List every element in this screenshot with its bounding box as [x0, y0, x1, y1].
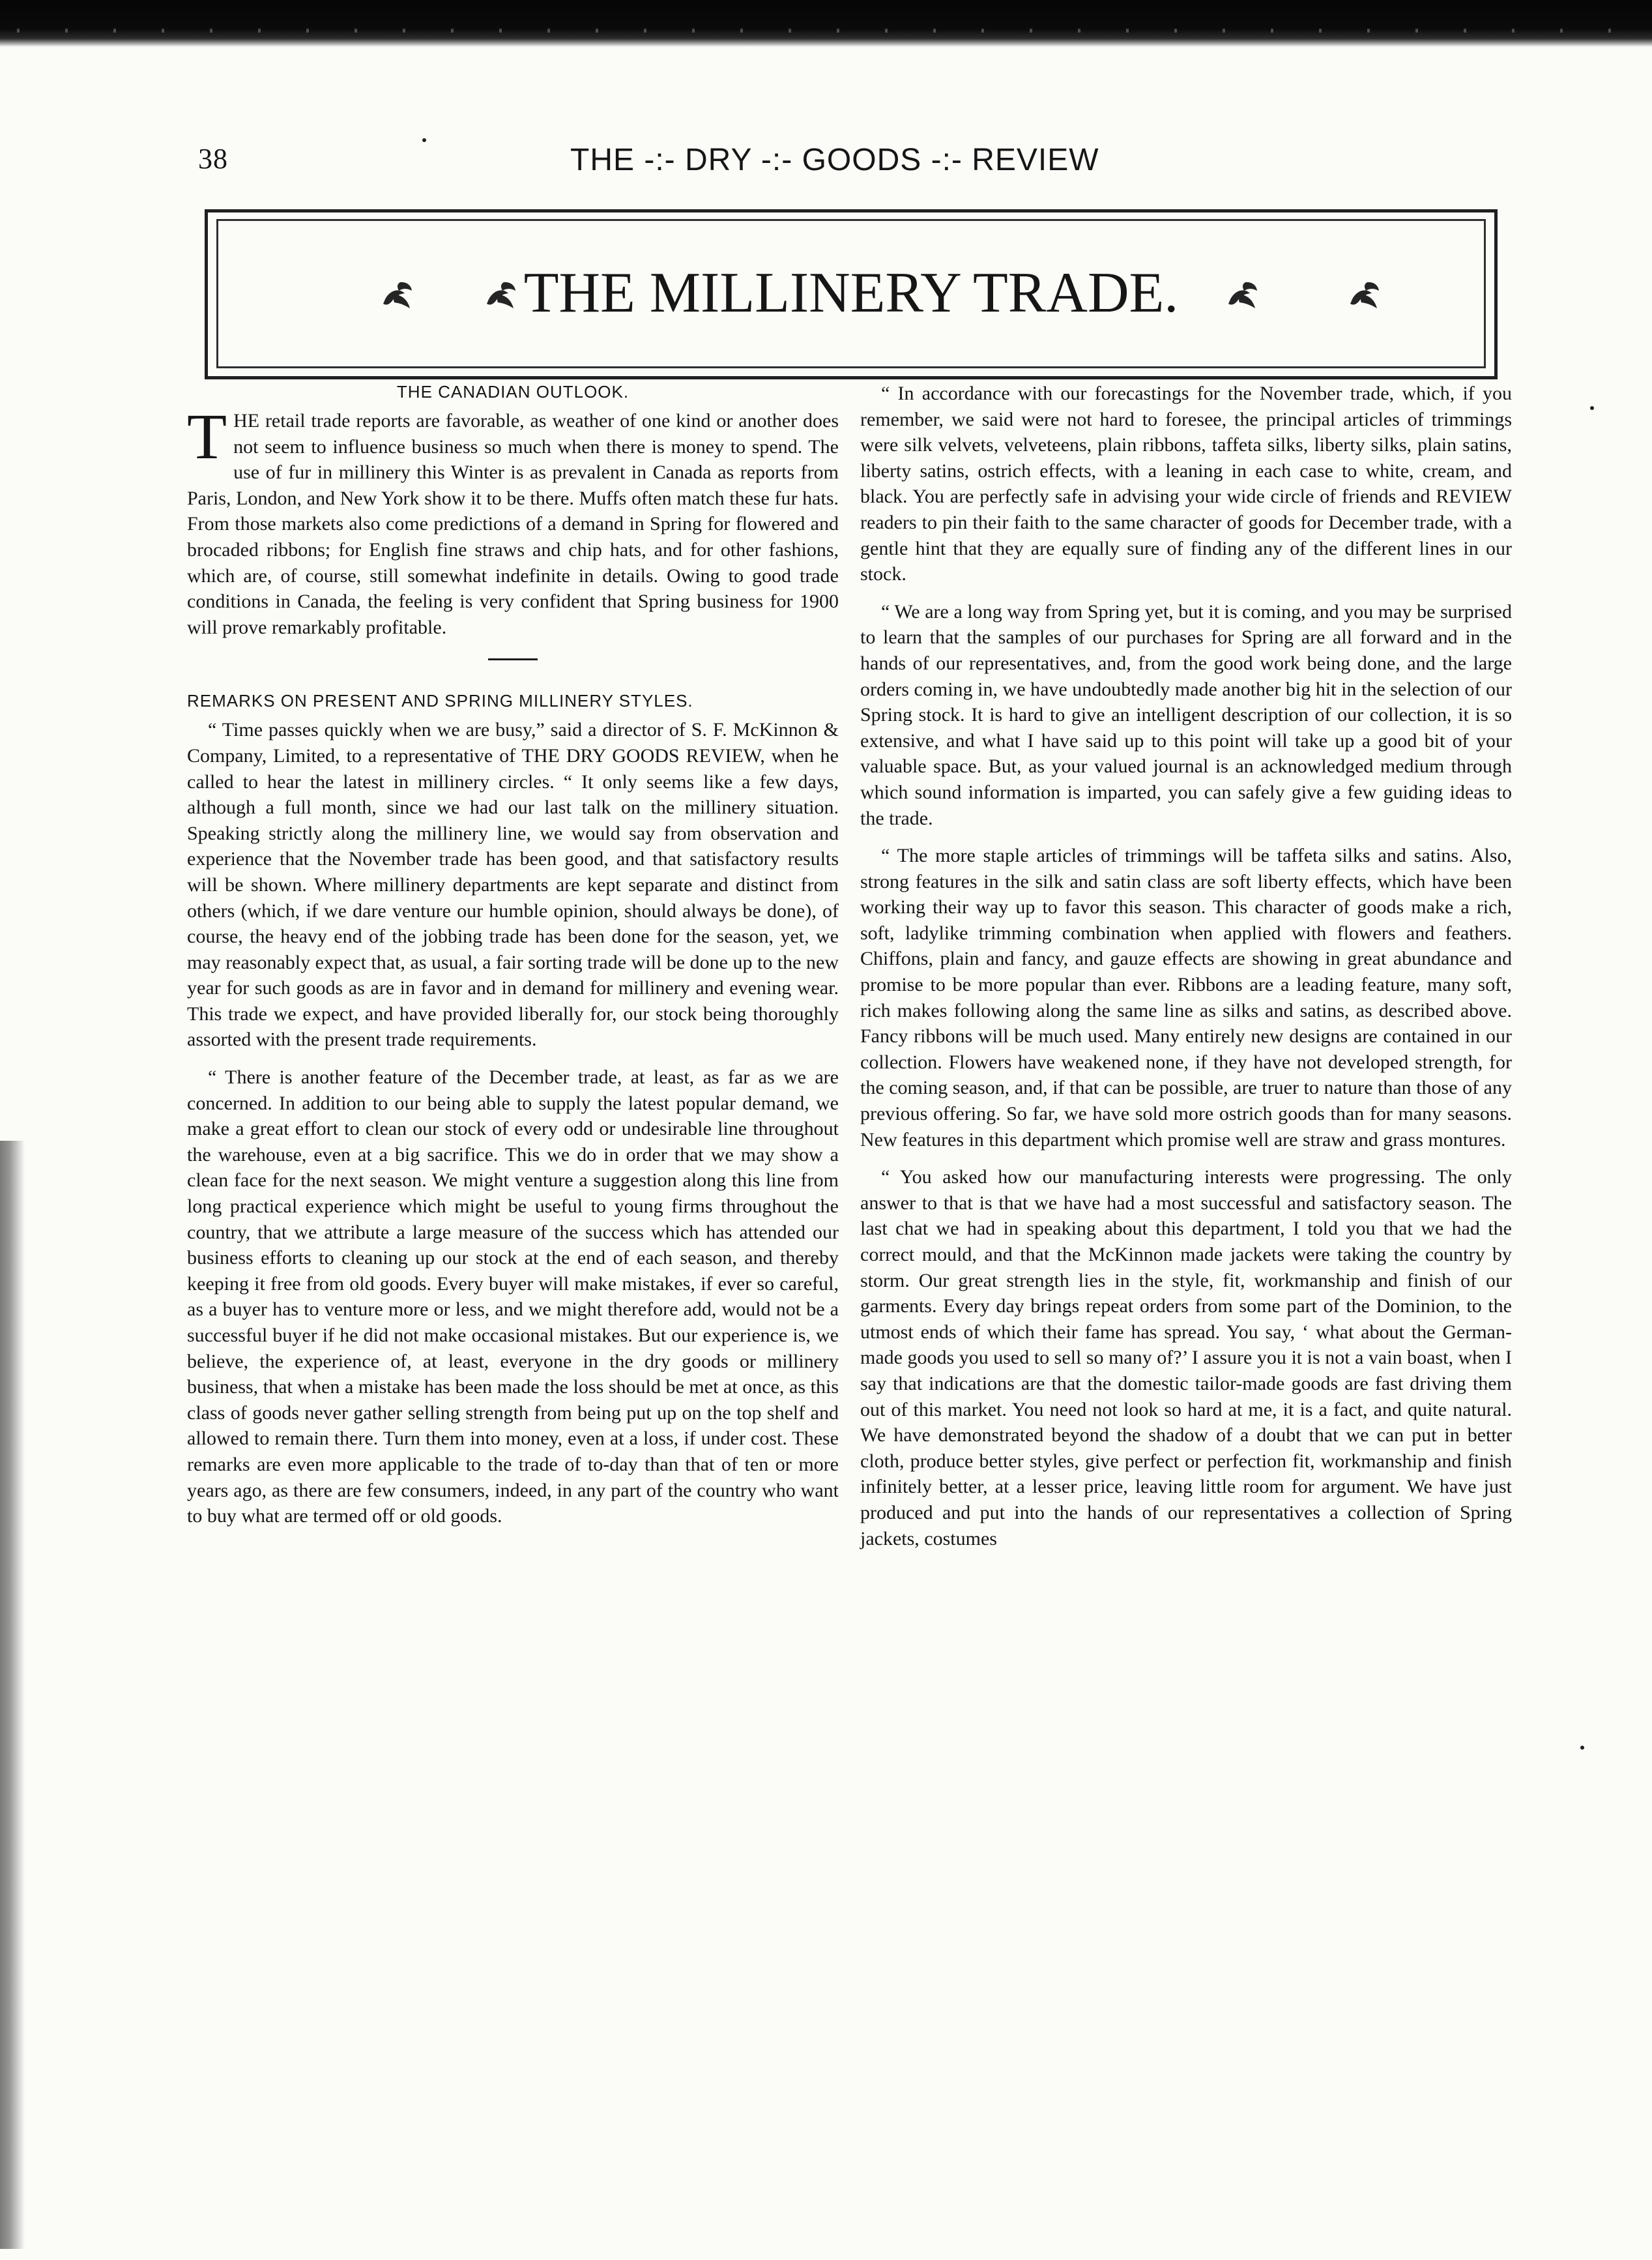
canadian-outlook-paragraph: [187, 400, 839, 640]
feature-heading-box: [205, 209, 1498, 379]
print-speck: [422, 138, 426, 142]
journal-running-title: THE -:- DRY -:- GOODS -:- REVIEW: [570, 143, 1099, 177]
fleuron-icon: [1347, 275, 1385, 314]
feature-title: THE MILLINERY TRADE.: [523, 261, 1179, 325]
right-column-paragraph: “ We are a long way from Spring yet, but it is coming, and you may be surprised to learn that the samples of our purchases for Spring are all forward and in the hands of our representatives, and, from the good work being done, and the large orders coming in, we have undoubtedly made another big hit in the selection of our Spring stock. It is hard to give an intelligent description of our collection, it is so extensive, and what I have said up to this point will take up a good bit of your valuable space. But, as your valued journal is an acknowledged medium through which sound information is imparted, you can safely give a few guiding ideas to the trade.: [860, 600, 1512, 829]
right-column-paragraph: “ You asked how our manufacturing interests were progressing. The only answer to that is that we have had a most successful and satisfactory season. The last chat we had in speaking about this department, I told you that we had the correct mould, and that the McKinnon made jackets were taking the country by storm. Our great strength lies in the style, fit, workmanship and finish of our garments. Every day brings repeat orders from some part of the Dominion, to the utmost ends of which their fame has spread. You say, ‘ what about the German-made goods you used to sell so many of?’ I assure you it is not a vain boast, when I say that indications are that the domestic tailor-made goods are fast driving them out of this market. You need not look so hard at me, it is a fact, and quite natural. We have demonstrated beyond the shadow of a doubt that we can put in better cloth, produce better styles, give perfect or perfection fit, workmanship and finish infinitely better, at a lesser price, leaving little room for argument. We have just produced and put into the hands of our representatives a collection of Spring jackets, costumes: [860, 1166, 1512, 1549]
spring-styles-paragraph: “ There is another feature of the December trade, at least, as far as we are concerned. In addition to our being able to supply the latest popular demand, we make a great effort to clean our stock of every odd or undesirable line throughout the warehouse, even at a big sacrifice. This we do in order that we may show a clean face for the next season. We might venture a suggestion along this line from long practical experience which might be useful to young firms throughout the country, that we attribute a large measure of the success which has attended our business efforts to cleaning up our stock at the end of each season, and thereby keeping it free from old goods. Every buyer will make mistakes, if ever so careful, as a buyer has to venture more or less, and we might therefore add, would not be a successful buyer if he did not make occasional mistakes. But our experience is, we believe, the experience of, at least, everyone in the dry goods or millinery business, that when a mistake has been made the loss should be met at once, as this class of goods never gather selling strength from being put up on the top shelf and allowed to remain there. Turn them into money, even at a loss, if under cost. These remarks are even more applicable to the trade of to-day than that of ten or more years ago, as there are few consumers, indeed, in any part of the country who want to buy what are termed off or old goods.: [187, 1066, 839, 1527]
scan-left-edge: [0, 1141, 25, 2249]
canadian-outlook-heading: THE CANADIAN OUTLOOK.: [396, 382, 630, 402]
right-column-paragraph: “ The more staple articles of trimmings will be taffeta silks and satins. Also, strong features in the silk and satin class are soft liberty effects, which have been working their way up to favor this season. This character of goods make a rich, soft, ladylike trimming combination when applied with flowers and feathers. Chiffons, plain and fancy, and gauze effects are showing in great abundance and promise to be more popular than ever. Ribbons are a leading feature, many soft, rich makes following along the same line as silks and satins, as described above. Fancy ribbons will be much used. Many entirely new designs are contained in our collection. Flowers have weakened none, if they have not developed strength, for the coming season, and, if that can be possible, are truer to nature than those of any previous offering. So far, we have sold more ostrich goods than for many seasons. New features in this department which promise well are straw and grass montures.: [860, 845, 1512, 1151]
section-divider: [488, 658, 538, 660]
page-number: 38: [198, 143, 228, 175]
scan-top-border: [0, 0, 1652, 47]
left-article-column: [187, 381, 839, 1541]
print-speck: [1580, 1746, 1584, 1750]
right-column-paragraph: “ In accordance with our forecastings for the November trade, which, if you remember, we said were not hard to foresee, the principal articles of trimmings were silk velvets, velveteens, plain ribbons, taffeta silks, liberty silks, plain satins, liberty satins, ostrich effects, with a leaning in each case to white, cream, and black. You are perfectly safe in advising your wide circle of friends and REVIEW readers to pin their faith to the same character of goods for December trade, with a gentle hint that they are equally sure of finding any of the different lines in our stock.: [860, 383, 1512, 585]
right-article-column: [860, 381, 1512, 1563]
canadian-outlook-text: HE retail trade reports are favorable, as weather of one kind or another does not seem to influence business so much when there is money to spend. The use of fur in millinery this Winter is as prevalent in Canada as reports from Paris, London, and New York show it to be there. Muffs often match these fur hats. From those markets also come predictions of a demand in Spring for flowered and brocaded ribbons; for English fine straws and chip hats, and for other fashions, which are, of course, still somewhat indefinite in details. Owing to good trade conditions in Canada, the feeling is very confident that Spring business for 1900 will prove remarkably profitable.: [187, 410, 839, 638]
drop-cap-letter: T: [187, 400, 227, 473]
spring-styles-paragraph: “ Time passes quickly when we are busy,” said a director of S. F. McKinnon & Company, Limited, to a representative of THE DRY GOODS REVIEW, when he called to hear the latest in millinery circles. “ It only seems like a few days, although a full month, since we had our last talk on the millinery situation. Speaking strictly along the millinery line, we would say from observation and experience that the November trade has been good, and that satisfactory results will be shown. Where millinery departments are kept separate and distinct from others (which, if we dare venture our humble opinion, should always be done), of course, the heavy end of the jobbing trade has been done for the season, yet, we may reasonably expect that, as usual, a fair sorting trade will be done up to the new year for such goods as are in favor and in demand for millinery and evening wear. This trade we expect, and have provided liberally for, our stock being thoroughly assorted with the present trade requirements.: [187, 719, 839, 1051]
print-speck: [1590, 406, 1594, 410]
spring-styles-heading: REMARKS ON PRESENT AND SPRING MILLINERY STYLES.: [187, 691, 693, 711]
fleuron-icon: [1225, 275, 1263, 314]
